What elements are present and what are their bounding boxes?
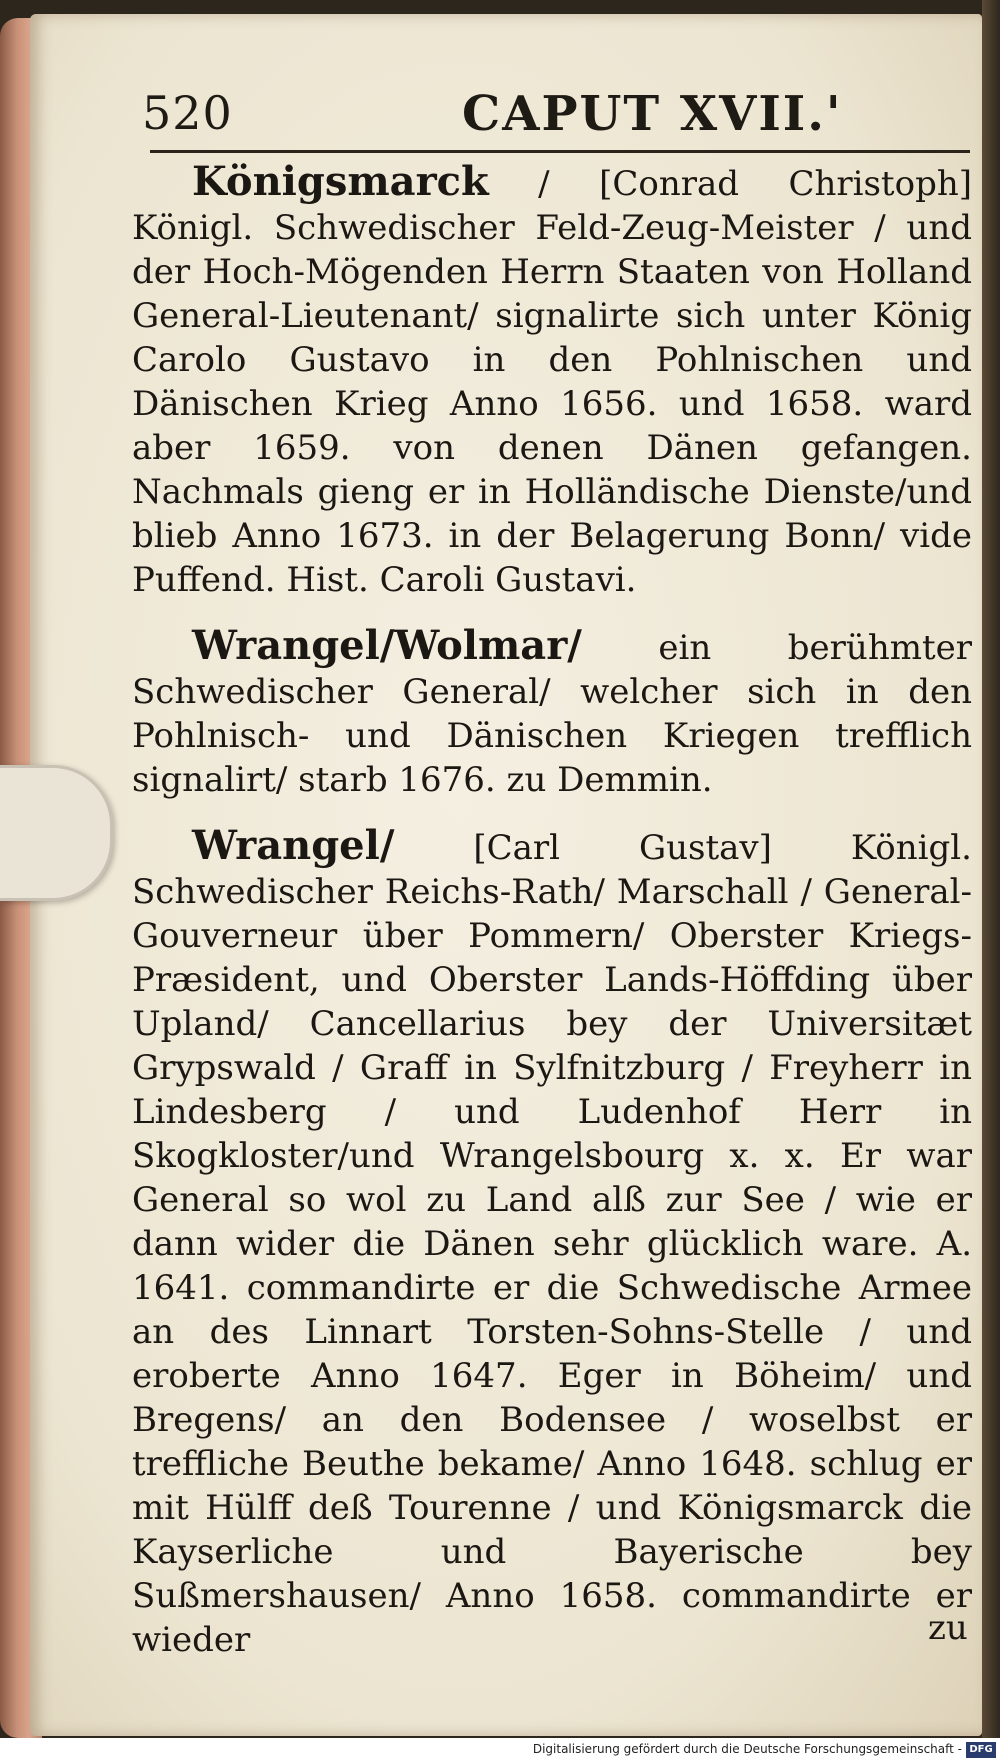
entry-name: Wrangel/	[192, 822, 395, 869]
entry-name: Königsmarck	[192, 158, 489, 205]
page-gutter	[982, 0, 1000, 1764]
entry-text: [Carl Gustav] Königl. Schwedischer Reichs-Rath/ Marschall / General-Gouverneur über Pommern/ Oberster Kriegs-Præsident, und Oberster Lands-Höffding über Upland/ Cancellarius bey der Universitæt Grypswald / Graff in Sylfnitzburg / Freyherr in Lindesberg / und Ludenhof Herr in Skogkloster/und Wrangelsbourg x. x. Er war General so wol zu Land alß zur See / wie er dann wider die Dänen sehr glücklich ware. A. 1641. commandirte er die Schwedische Armee an des Linnart Torsten-Sohns-Stelle / und eroberte Anno 1647. Eger in Böheim/ und Bregens/ an den Bodensee / woselbst er treffliche Beuthe bekame/ Anno 1648. schlug er mit Hülff deß Tourenne / und Königsmarck die Kayserliche und Bayerische bey Sußmershausen/ Anno 1658. commandirte er wieder	[132, 828, 972, 1660]
page-number: 520	[142, 86, 233, 140]
footer-credit: Digitalisierung gefördert durch die Deutsche Forschungsgemeinschaft -	[532, 1742, 962, 1756]
entry-name: Wrangel/Wolmar/	[192, 622, 582, 669]
entry-koenigsmarck	[132, 160, 972, 602]
running-title: CAPUT XVII.'	[462, 86, 843, 142]
dfg-logo: DFG	[966, 1742, 996, 1758]
catchword: zu	[928, 1608, 968, 1648]
entry-wrangel-carl-gustav	[132, 824, 972, 1662]
entry-text: / [Conrad Christoph] Königl. Schwedischer Feld-Zeug-Meister / und der Hoch-Mögenden Herrn Staaten von Holland General-Lieutenant/ signalirte sich unter König Carolo Gustavo in den Pohlnischen und Dänischen Krieg Anno 1656. und 1658. ward aber 1659. von denen Dänen gefangen. Nachmals gieng er in Holländische Dienste/und blieb Anno 1673. in der Belagerung Bonn/ vide Puffend. Hist. Caroli Gustavi.	[132, 164, 972, 600]
page-clip	[0, 765, 113, 901]
page-body	[132, 160, 972, 1684]
header-rule	[150, 150, 970, 153]
entry-wrangel-wolmar	[132, 624, 972, 802]
entry-text: ein berühmter Schwedischer General/ welcher sich in den Pohlnisch- und Dänischen Kriegen trefflich signalirt/ starb 1676. zu Demmin.	[132, 628, 972, 800]
page-header	[142, 80, 962, 150]
